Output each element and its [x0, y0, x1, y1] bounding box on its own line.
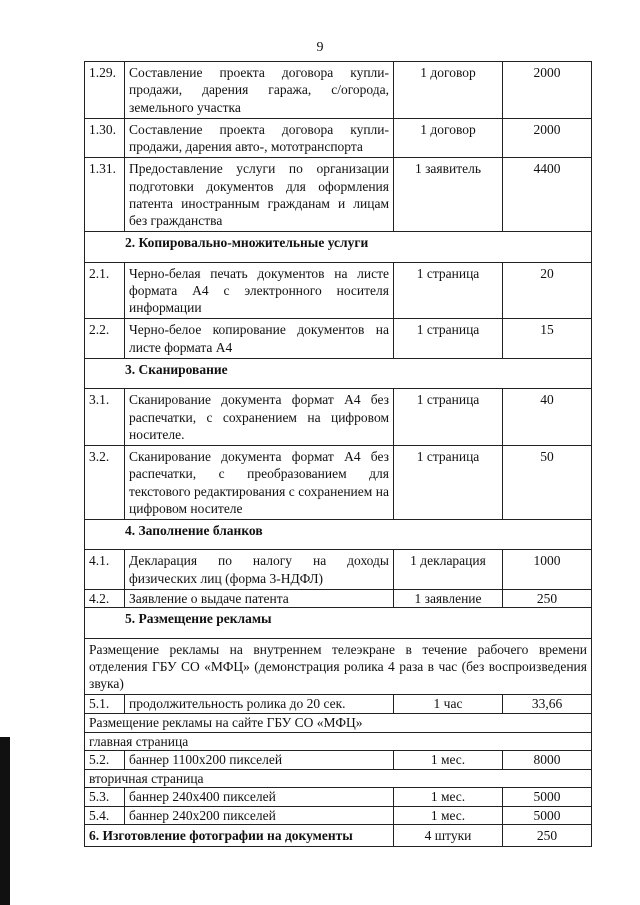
item-description: Составление проекта договора купли-продажи, дарения авто-, мототранспорта [125, 118, 394, 158]
item-number: 2.2. [85, 319, 125, 359]
item-description: Сканирование документа формат А4 без распечатки, с сохранением на цифровом носителе. [125, 389, 394, 446]
table-row [85, 788, 592, 807]
table-row [85, 62, 592, 119]
item-price: 50 [503, 446, 592, 520]
item-price: 4400 [503, 158, 592, 232]
item-number: 5.2. [85, 751, 125, 770]
item-unit: 1 час [394, 695, 503, 714]
section-heading-row [85, 232, 592, 262]
section-title: 2. Копировально-множительные услуги [85, 232, 592, 262]
item-unit: 1 договор [394, 118, 503, 158]
subheading-row [85, 732, 592, 751]
item-price: 5000 [503, 806, 592, 825]
item-description: баннер 240х200 пикселей [125, 806, 394, 825]
subheading-text: Размещение рекламы на сайте ГБУ СО «МФЦ» [85, 714, 592, 733]
item-price: 5000 [503, 788, 592, 807]
item-number: 3.2. [85, 446, 125, 520]
item-description: Заявление о выдаче патента [125, 589, 394, 608]
table-row [85, 751, 592, 770]
table-row [85, 806, 592, 825]
item-unit: 1 мес. [394, 751, 503, 770]
subheading-text: главная страница [85, 732, 592, 751]
item-unit: 1 заявление [394, 589, 503, 608]
item-unit: 1 страница [394, 262, 503, 319]
table-row [85, 446, 592, 520]
item-description: продолжительность ролика до 20 сек. [125, 695, 394, 714]
section-heading-row [85, 608, 592, 638]
table-row [85, 695, 592, 714]
item-unit: 1 страница [394, 389, 503, 446]
item-price: 20 [503, 262, 592, 319]
item-price: 8000 [503, 751, 592, 770]
item-number: 2.1. [85, 262, 125, 319]
subheading-row [85, 714, 592, 733]
section-title: 4. Заполнение бланков [85, 520, 592, 550]
item-number: 1.29. [85, 62, 125, 119]
item-unit: 1 страница [394, 446, 503, 520]
table-row [85, 825, 592, 847]
subheading-row [85, 638, 592, 695]
scan-edge-mark [0, 737, 10, 905]
section-title: 3. Сканирование [85, 358, 592, 388]
item-price: 33,66 [503, 695, 592, 714]
table-row [85, 262, 592, 319]
item-description: Черно-белое копирование документов на листе формата А4 [125, 319, 394, 359]
table-row [85, 389, 592, 446]
item-description: Декларация по налогу на доходы физических лиц (форма 3-НДФЛ) [125, 550, 394, 590]
table-row [85, 589, 592, 608]
section-heading-row [85, 358, 592, 388]
item-description: Составление проекта договора купли-продажи, дарения гаража, с/огорода, земельного участка [125, 62, 394, 119]
item-number: 5.3. [85, 788, 125, 807]
section-heading-row [85, 520, 592, 550]
item-number: 3.1. [85, 389, 125, 446]
item-unit: 1 мес. [394, 806, 503, 825]
item-unit: 1 декларация [394, 550, 503, 590]
item-unit: 1 мес. [394, 788, 503, 807]
item-description: Черно-белая печать документов на листе формата А4 с электронного носителя информации [125, 262, 394, 319]
item-number: 5.1. [85, 695, 125, 714]
item-description: 6. Изготовление фотографии на документы [85, 825, 394, 847]
item-number: 4.1. [85, 550, 125, 590]
item-price: 2000 [503, 118, 592, 158]
item-description: Предоставление услуги по организации подготовки документов для оформления патента иностранным гражданам и лицам без гражданства [125, 158, 394, 232]
item-unit: 1 договор [394, 62, 503, 119]
table-row [85, 319, 592, 359]
item-description: баннер 1100х200 пикселей [125, 751, 394, 770]
item-unit: 4 штуки [394, 825, 503, 847]
item-description: баннер 240х400 пикселей [125, 788, 394, 807]
section-title: 5. Размещение рекламы [85, 608, 592, 638]
table-row [85, 158, 592, 232]
table-row [85, 118, 592, 158]
item-price: 15 [503, 319, 592, 359]
item-description: Сканирование документа формат А4 без распечатки, с преобразованием для текстового редактирования с сохранением на цифровом носителе [125, 446, 394, 520]
item-number: 1.30. [85, 118, 125, 158]
item-unit: 1 страница [394, 319, 503, 359]
page-number: 9 [316, 40, 324, 55]
item-price: 2000 [503, 62, 592, 119]
item-price: 250 [503, 589, 592, 608]
price-table [84, 61, 592, 847]
subheading-text: Размещение рекламы на внутреннем телеэкране в течение рабочего времени отделения ГБУ СО «МФЦ» (демонстрация ролика 4 раза в час (без воспроизведения звука) [85, 638, 592, 695]
item-number: 5.4. [85, 806, 125, 825]
item-unit: 1 заявитель [394, 158, 503, 232]
item-number: 4.2. [85, 589, 125, 608]
item-price: 1000 [503, 550, 592, 590]
table-row [85, 550, 592, 590]
subheading-text: вторичная страница [85, 769, 592, 788]
item-price: 40 [503, 389, 592, 446]
item-number: 1.31. [85, 158, 125, 232]
subheading-row [85, 769, 592, 788]
item-price: 250 [503, 825, 592, 847]
